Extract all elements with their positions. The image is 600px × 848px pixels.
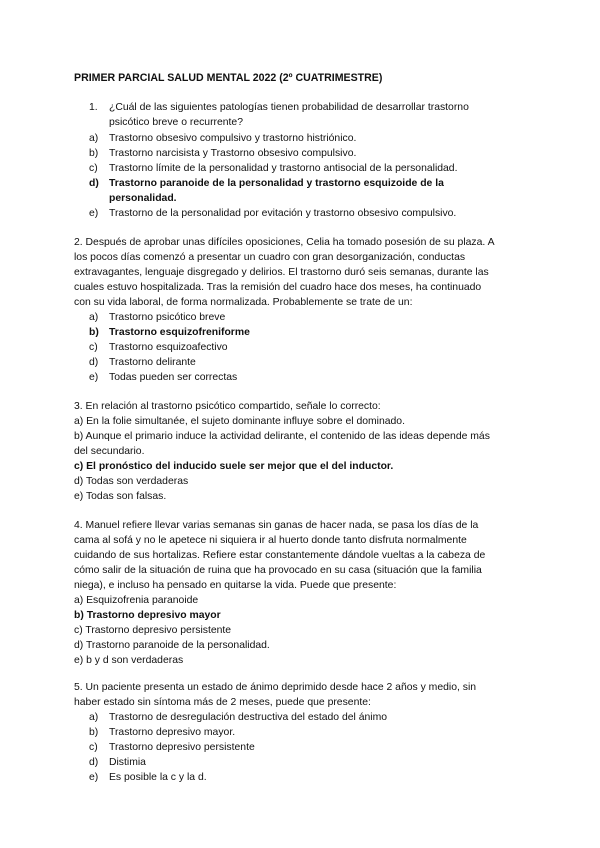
option-label: c) xyxy=(89,742,98,753)
option-label-correct: b) xyxy=(89,327,99,338)
question-text: extravagantes, lenguaje disgregado y delirios. El trastorno duró seis semanas, durante las xyxy=(74,267,489,278)
option-text: Trastorno narcisista y Trastorno obsesivo compulsivo. xyxy=(109,148,357,159)
question-text: con su vida laboral, de forma normalizada. Probablemente se trate de un: xyxy=(74,297,413,308)
option-text: Trastorno obsesivo compulsivo y trastorno histriónico. xyxy=(109,133,357,144)
option-text-correct: b) Trastorno depresivo mayor xyxy=(74,610,221,621)
option-text: Trastorno esquizoafectivo xyxy=(109,342,228,353)
option-text: d) Trastorno paranoide de la personalidad. xyxy=(74,640,270,651)
option-label: d) xyxy=(89,357,99,368)
option-label: b) xyxy=(89,727,99,738)
option-text-correct: personalidad. xyxy=(109,193,177,204)
option-text: del secundario. xyxy=(74,446,145,457)
option-text: d) Todas son verdaderas xyxy=(74,476,189,487)
option-label: e) xyxy=(89,772,99,783)
question-text: cama al sofá y no le apetece ni siquiera ir al huerto donde tanto disfruta normalmente xyxy=(74,535,467,546)
option-label: d) xyxy=(89,757,99,768)
option-text: Trastorno límite de la personalidad y trastorno antisocial de la personalidad. xyxy=(109,163,458,174)
question-text: psicótico breve o recurrente? xyxy=(109,117,243,128)
question-text: cuales estuvo hospitalizada. Tras la remisión del cuadro hace dos meses, ha continuado xyxy=(74,282,482,293)
option-text: Trastorno delirante xyxy=(109,357,196,368)
option-text: Trastorno depresivo persistente xyxy=(109,742,255,753)
question-text: los pocos días comenzó a presentar un cuadro con gran desorganización, conductas xyxy=(74,252,466,263)
question-number: 1. xyxy=(89,102,98,113)
option-label-correct: d) xyxy=(89,178,99,189)
question-text: 3. En relación al trastorno psicótico compartido, señale lo correcto: xyxy=(74,401,381,412)
option-label: c) xyxy=(89,163,98,174)
option-text: e) Todas son falsas. xyxy=(74,491,167,502)
option-text: b) Aunque el primario induce la actividad delirante, el contenido de las ideas depende más xyxy=(74,431,490,442)
option-text: Trastorno de la personalidad por evitación y trastorno obsesivo compulsivo. xyxy=(109,208,457,219)
option-label: a) xyxy=(89,133,99,144)
option-text: Trastorno depresivo mayor. xyxy=(109,727,236,738)
option-label: b) xyxy=(89,148,99,159)
option-label: a) xyxy=(89,312,99,323)
question-text: cuidando de sus hortalizas. Refiere estar constantemente dándole vueltas a la cabeza de xyxy=(74,550,486,561)
option-label: c) xyxy=(89,342,98,353)
option-label: a) xyxy=(89,712,99,723)
option-text: Distimia xyxy=(109,757,146,768)
option-text: a) En la folie simultanée, el sujeto dominante influye sobre el dominado. xyxy=(74,416,405,427)
option-text-correct: c) El pronóstico del inducido suele ser mejor que el del inductor. xyxy=(74,461,394,472)
question-text: cómo salir de la situación de ruina que ha provocado en su casa (situación que la familia xyxy=(74,565,482,576)
option-text: Es posible la c y la d. xyxy=(109,772,207,783)
option-label: e) xyxy=(89,372,99,383)
option-text: Todas pueden ser correctas xyxy=(109,372,238,383)
question-text: 4. Manuel refiere llevar varias semanas sin ganas de hacer nada, se pasa los días de la xyxy=(74,520,479,531)
option-label: e) xyxy=(89,208,99,219)
question-text: ¿Cuál de las siguientes patologías tienen probabilidad de desarrollar trastorno xyxy=(109,102,469,113)
question-text: 2. Después de aprobar unas difíciles oposiciones, Celia ha tomado posesión de su plaza. A xyxy=(74,237,495,248)
question-text: 5. Un paciente presenta un estado de ánimo deprimido desde hace 2 años y medio, sin xyxy=(74,682,477,693)
option-text: Trastorno psicótico breve xyxy=(109,312,226,323)
page-title: PRIMER PARCIAL SALUD MENTAL 2022 (2º CUATRIMESTRE) xyxy=(74,72,383,84)
option-text: a) Esquizofrenia paranoide xyxy=(74,595,199,606)
option-text: c) Trastorno depresivo persistente xyxy=(74,625,232,636)
option-text: Trastorno de desregulación destructiva del estado del ánimo xyxy=(109,712,388,723)
option-text: e) b y d son verdaderas xyxy=(74,655,184,666)
option-text-correct: Trastorno paranoide de la personalidad y trastorno esquizoide de la xyxy=(109,178,444,189)
question-text: niega), e incluso ha pensado en quitarse la vida. Puede que presente: xyxy=(74,580,397,591)
question-text: haber estado sin síntoma más de 2 meses, puede que presente: xyxy=(74,697,371,708)
option-text-correct: Trastorno esquizofreniforme xyxy=(109,327,250,338)
